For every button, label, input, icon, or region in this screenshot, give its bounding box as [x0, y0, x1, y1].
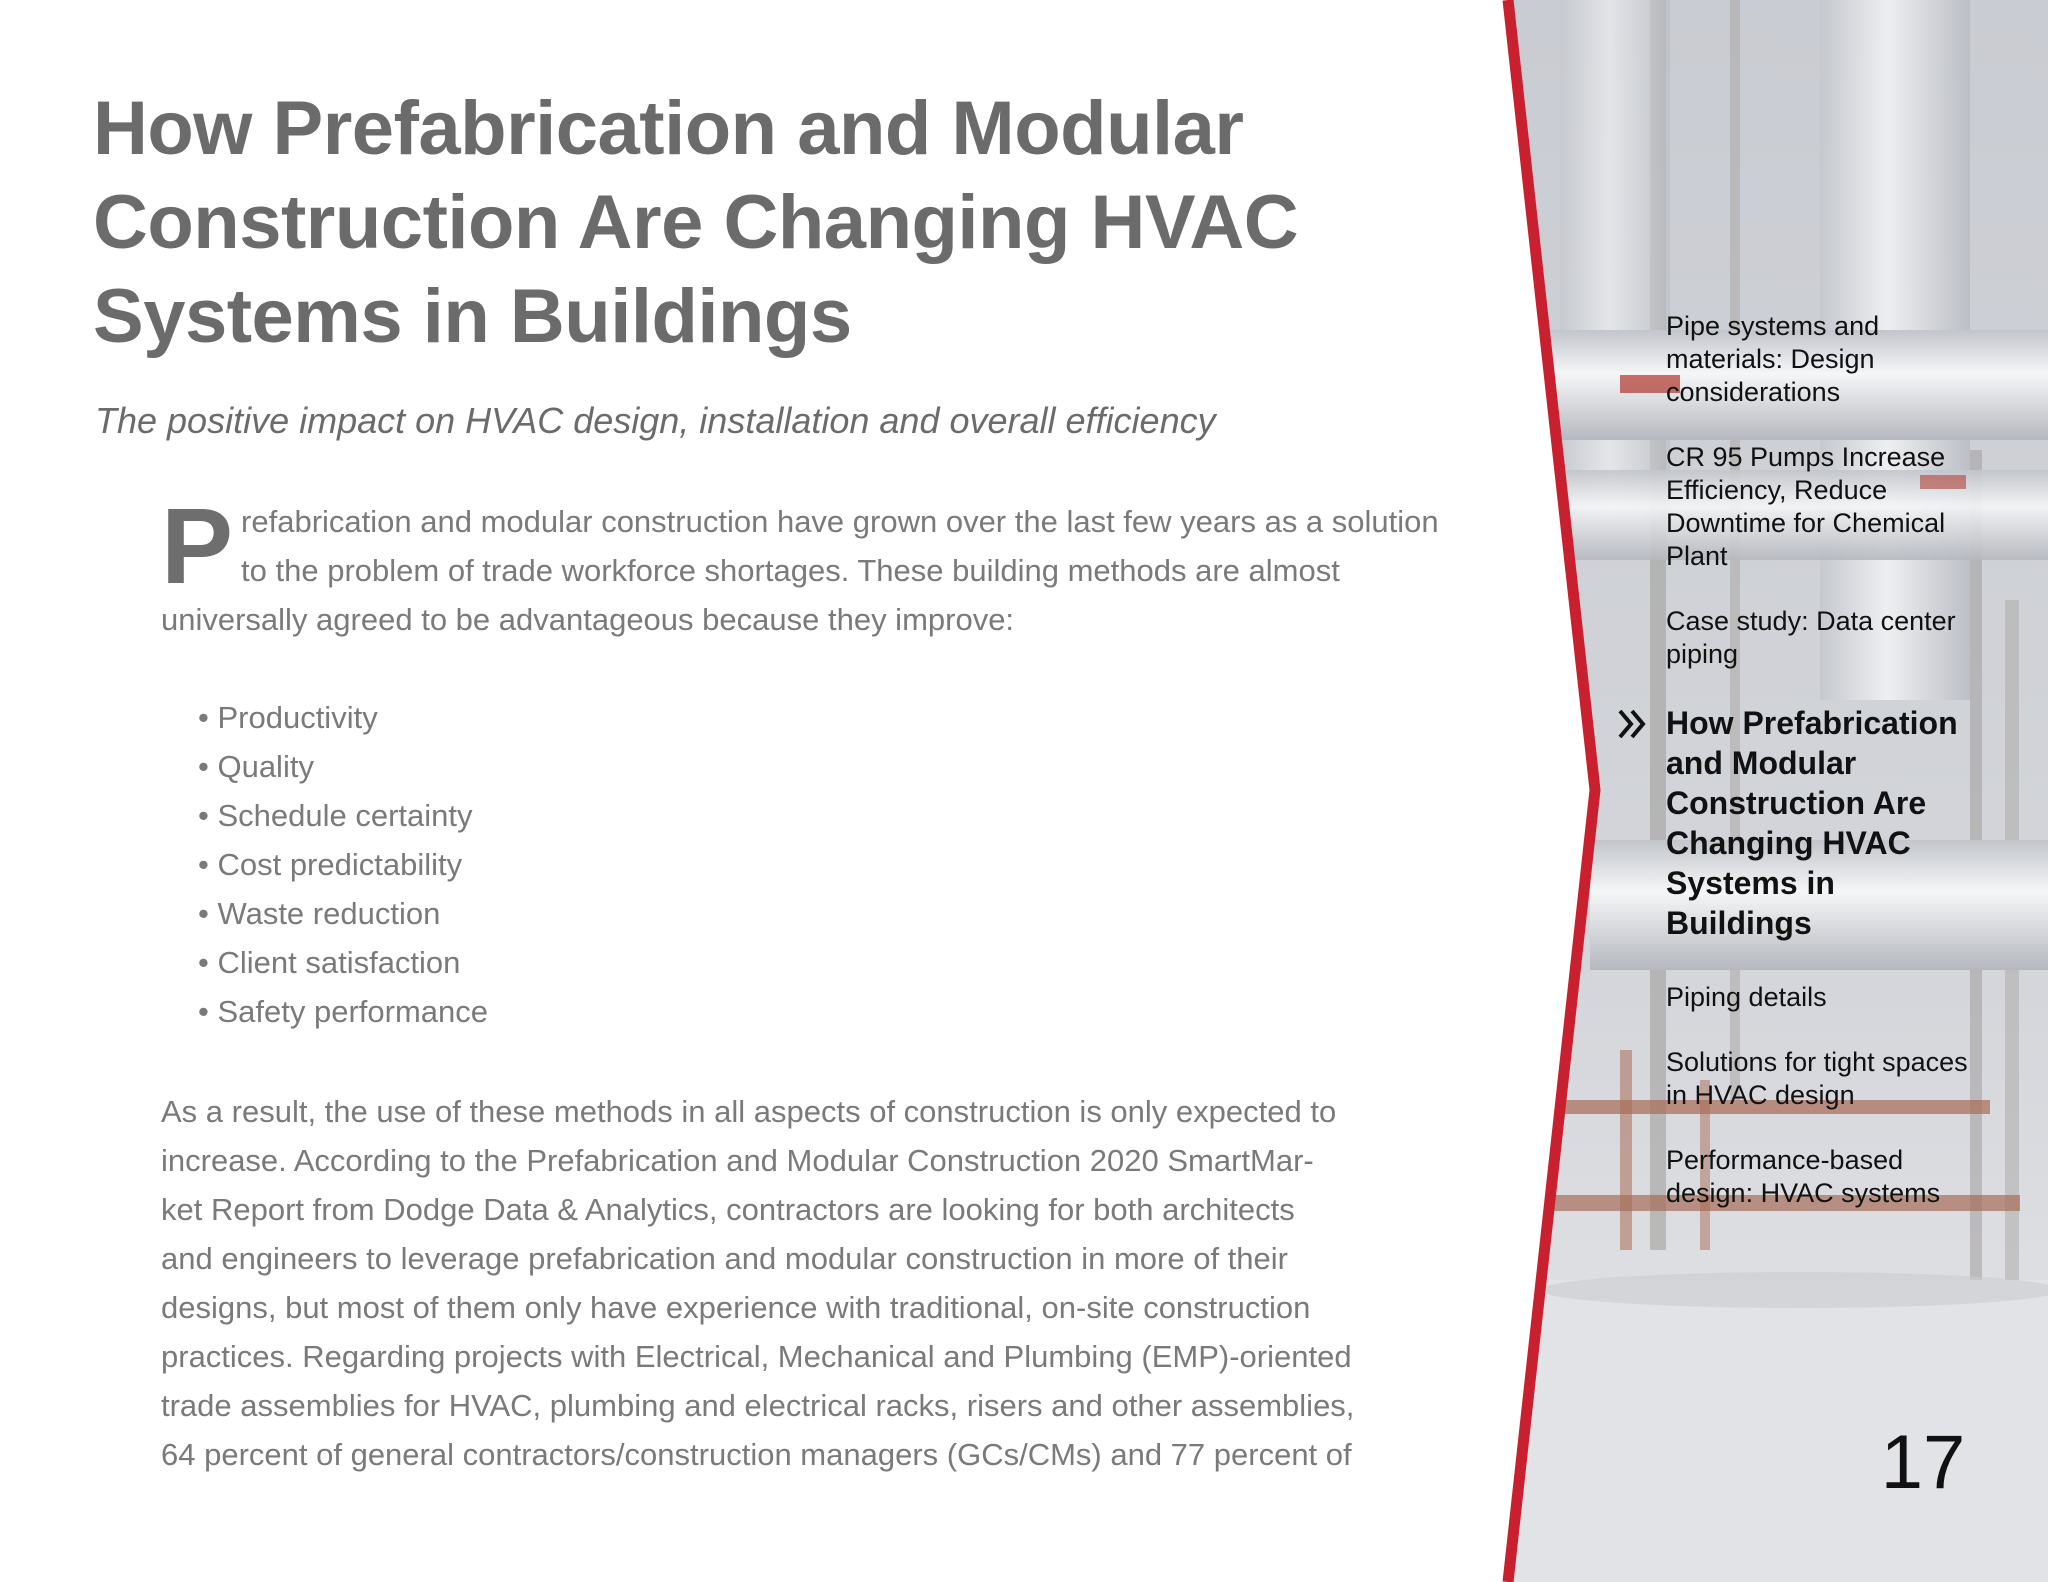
list-item: • Schedule certainty	[198, 798, 473, 833]
toc-item-pipe-systems[interactable]: Pipe systems and materials: Design considerations	[1666, 311, 1880, 407]
table-of-contents	[1666, 310, 1986, 1242]
intro-text: refabrication and modular construction have grown over the last few years as a solution to the problem of trade workforce shortages. These building methods are almost universally agreed to be advantageous because they improve:	[161, 504, 1439, 637]
list-item: • Quality	[198, 749, 314, 784]
benefits-list	[198, 693, 1098, 1036]
paragraph-line: increase. According to the Prefabrication and Modular Construction 2020 SmartMar-	[161, 1143, 1314, 1178]
list-item: • Cost predictability	[198, 847, 463, 882]
paragraph-line: designs, but most of them only have experience with traditional, on-site construction	[161, 1290, 1311, 1325]
page-number: 17	[1880, 1420, 1966, 1505]
paragraph-line: trade assemblies for HVAC, plumbing and electrical racks, risers and other assemblies,	[161, 1388, 1355, 1423]
toc-item-label: How Prefabrication and Modular Construction Are Changing HVAC Systems in Buildings	[1666, 705, 1958, 941]
toc-item-data-center[interactable]: Case study: Data center piping	[1666, 606, 1956, 669]
article-title: How Prefabrication and Modular Construction Are Changing HVAC Systems in Buildings	[93, 86, 1299, 359]
list-item: • Client satisfaction	[198, 945, 461, 980]
list-item: • Safety performance	[198, 994, 488, 1029]
paragraph-line: ket Report from Dodge Data & Analytics, contractors are looking for both architects	[161, 1192, 1295, 1227]
article-subtitle: The positive impact on HVAC design, installation and overall efficiency	[95, 400, 1216, 441]
paragraph-line: As a result, the use of these methods in all aspects of construction is only expected to	[161, 1094, 1337, 1129]
toc-item-tight-spaces[interactable]: Solutions for tight spaces in HVAC design	[1666, 1047, 1968, 1110]
list-item: • Waste reduction	[198, 896, 441, 931]
drop-cap: P	[161, 485, 234, 606]
toc-item-cr95-pumps[interactable]: CR 95 Pumps Increase Efficiency, Reduce Downtime for Chemical Plant	[1666, 442, 1946, 571]
closing-paragraph	[161, 1087, 1461, 1479]
double-chevron-right-icon	[1616, 707, 1650, 741]
paragraph-line: practices. Regarding projects with Electrical, Mechanical and Plumbing (EMP)-oriented	[161, 1339, 1352, 1374]
toc-item-performance-design[interactable]: Performance-based design: HVAC systems	[1666, 1145, 1941, 1208]
intro-paragraph	[161, 485, 1461, 644]
paragraph-line: 64 percent of general contractors/construction managers (GCs/CMs) and 77 percent of	[161, 1437, 1352, 1472]
list-item: • Productivity	[198, 700, 378, 735]
toc-item-piping-details[interactable]: Piping details	[1666, 982, 1827, 1012]
paragraph-line: and engineers to leverage prefabrication and modular construction in more of their	[161, 1241, 1288, 1276]
toc-item-prefabrication-current[interactable]	[1666, 703, 1986, 943]
